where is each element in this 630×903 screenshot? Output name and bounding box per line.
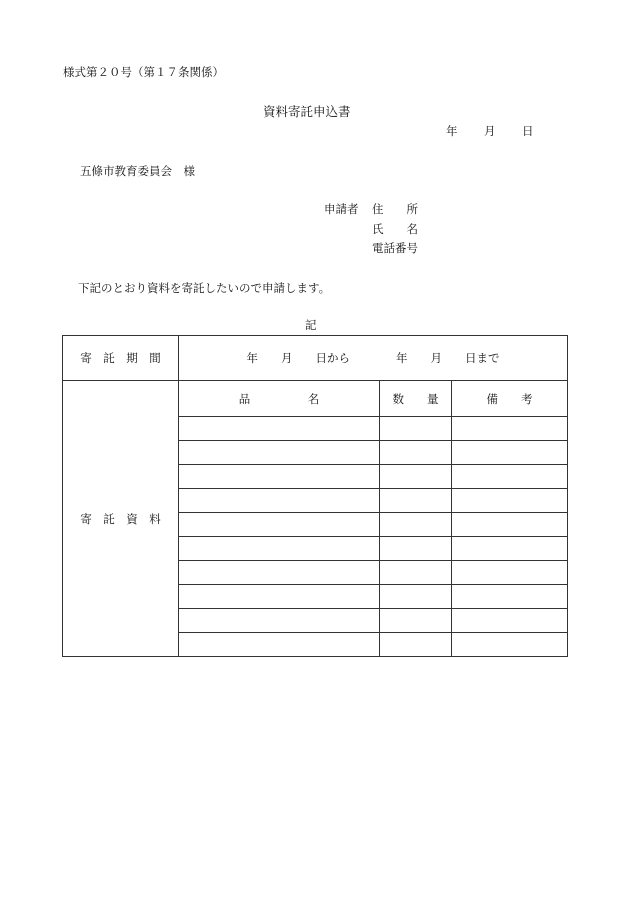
remarks-cell[interactable]: [452, 609, 568, 633]
intro-text: 下記のとおり資料を寄託したいので申請します。: [78, 281, 331, 295]
quantity-cell[interactable]: [380, 609, 452, 633]
quantity-cell[interactable]: [380, 489, 452, 513]
name-field-label: 氏 名: [372, 222, 418, 236]
remarks-cell[interactable]: [452, 441, 568, 465]
quantity-cell[interactable]: [380, 465, 452, 489]
item-name-cell[interactable]: [179, 441, 380, 465]
item-name-cell[interactable]: [179, 537, 380, 561]
date-month: 月: [484, 124, 496, 138]
date-year: 年: [446, 124, 458, 138]
item-name-cell[interactable]: [179, 417, 380, 441]
period-value[interactable]: 年 月 日から 年 月 日まで: [179, 336, 568, 381]
column-item-name: 品 名: [179, 381, 380, 417]
quantity-cell[interactable]: [380, 561, 452, 585]
remarks-cell[interactable]: [452, 513, 568, 537]
remarks-cell[interactable]: [452, 585, 568, 609]
ki-label: 記: [305, 318, 317, 332]
remarks-cell[interactable]: [452, 561, 568, 585]
column-remarks: 備 考: [452, 381, 568, 417]
materials-label: 寄 託 資 料: [63, 381, 179, 657]
date-line: [446, 126, 534, 138]
date-day: 日: [522, 124, 534, 138]
quantity-cell[interactable]: [380, 633, 452, 657]
item-name-cell[interactable]: [179, 585, 380, 609]
item-name-cell[interactable]: [179, 465, 380, 489]
remarks-cell[interactable]: [452, 537, 568, 561]
item-name-cell[interactable]: [179, 633, 380, 657]
deposit-table: [62, 335, 568, 657]
addressee: 五條市教育委員会 様: [80, 164, 195, 178]
item-name-cell[interactable]: [179, 489, 380, 513]
period-label: 寄 託 期 間: [63, 336, 179, 381]
address-field-label: 住 所: [372, 202, 418, 216]
quantity-cell[interactable]: [380, 585, 452, 609]
item-name-cell[interactable]: [179, 561, 380, 585]
document-title: 資料寄託申込書: [263, 104, 351, 119]
item-name-cell[interactable]: [179, 513, 380, 537]
item-name-cell[interactable]: [179, 609, 380, 633]
quantity-cell[interactable]: [380, 441, 452, 465]
period-row: [63, 336, 568, 381]
quantity-cell[interactable]: [380, 537, 452, 561]
phone-field-label: 電話番号: [372, 241, 418, 255]
materials-header-row: [63, 381, 568, 417]
remarks-cell[interactable]: [452, 465, 568, 489]
column-quantity: 数 量: [380, 381, 452, 417]
remarks-cell[interactable]: [452, 489, 568, 513]
remarks-cell[interactable]: [452, 417, 568, 441]
applicant-label: 申請者: [324, 202, 359, 216]
quantity-cell[interactable]: [380, 513, 452, 537]
quantity-cell[interactable]: [380, 417, 452, 441]
remarks-cell[interactable]: [452, 633, 568, 657]
form-code: 様式第２０号（第１７条関係）: [63, 65, 224, 79]
